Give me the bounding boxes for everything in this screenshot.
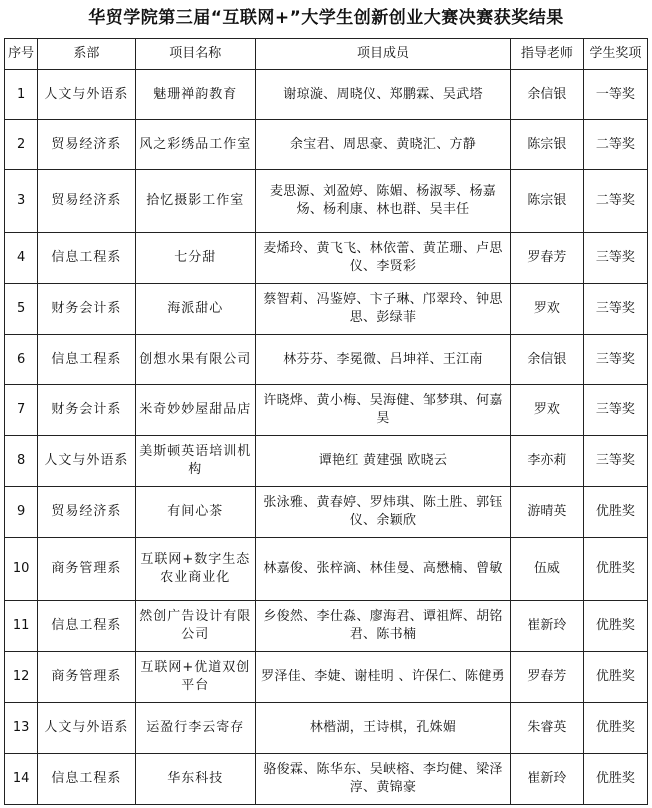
row-project: 米奇妙妙屋甜品店 [135, 385, 255, 436]
row-no: 2 [5, 120, 38, 170]
table-row [5, 385, 648, 436]
header-no: 序号 [5, 39, 38, 70]
row-advisor: 罗欢 [511, 385, 584, 436]
row-dept: 信息工程系 [38, 233, 135, 284]
row-no: 3 [5, 170, 38, 233]
row-dept: 人文与外语系 [38, 436, 135, 487]
row-advisor: 崔新玲 [511, 754, 584, 805]
row-no: 13 [5, 703, 38, 754]
row-dept: 贸易经济系 [38, 487, 135, 538]
row-award: 二等奖 [583, 170, 647, 233]
row-no: 8 [5, 436, 38, 487]
row-members: 林楷湖，王诗棋，孔姝媚 [255, 703, 510, 754]
row-award: 优胜奖 [583, 754, 647, 805]
row-members: 蔡智莉、冯鉴婷、卞子琳、邝翠玲、钟思思、彭绿菲 [255, 284, 510, 335]
row-dept: 信息工程系 [38, 335, 135, 385]
row-advisor: 伍威 [511, 538, 584, 601]
row-members: 张泳雅、黄春婷、罗炜琪、陈土胜、郭钰仪、余颖欣 [255, 487, 510, 538]
row-members: 骆俊霖、陈华东、吴峡榕、李均健、梁泽淳、黄锦豪 [255, 754, 510, 805]
row-award: 优胜奖 [583, 652, 647, 703]
row-members: 谢琼漩、周晓仪、郑鹏霖、吴武塔 [255, 70, 510, 120]
table-row [5, 233, 648, 284]
row-award: 三等奖 [583, 233, 647, 284]
row-members: 林芬芬、李冕微、吕坤祥、王江南 [255, 335, 510, 385]
row-advisor: 陈宗银 [511, 170, 584, 233]
row-dept: 财务会计系 [38, 284, 135, 335]
row-dept: 贸易经济系 [38, 170, 135, 233]
row-project: 互联网+优道双创平台 [135, 652, 255, 703]
row-project: 创想水果有限公司 [135, 335, 255, 385]
row-no: 5 [5, 284, 38, 335]
row-award: 三等奖 [583, 335, 647, 385]
row-no: 1 [5, 70, 38, 120]
row-no: 14 [5, 754, 38, 805]
header-dept: 系部 [38, 39, 135, 70]
row-dept: 贸易经济系 [38, 120, 135, 170]
table-row [5, 436, 648, 487]
table-row [5, 70, 648, 120]
row-award: 一等奖 [583, 70, 647, 120]
row-no: 11 [5, 601, 38, 652]
row-award: 三等奖 [583, 385, 647, 436]
row-no: 9 [5, 487, 38, 538]
table-row [5, 170, 648, 233]
row-advisor: 余信银 [511, 70, 584, 120]
row-no: 10 [5, 538, 38, 601]
row-advisor: 朱睿英 [511, 703, 584, 754]
row-advisor: 李亦莉 [511, 436, 584, 487]
row-advisor: 罗春芳 [511, 233, 584, 284]
row-dept: 人文与外语系 [38, 70, 135, 120]
header-members: 项目成员 [255, 39, 510, 70]
row-project: 七分甜 [135, 233, 255, 284]
table-row [5, 601, 648, 652]
row-no: 12 [5, 652, 38, 703]
row-award: 优胜奖 [583, 487, 647, 538]
row-members: 余宝君、周思豪、黄晓汇、方静 [255, 120, 510, 170]
row-advisor: 游晴英 [511, 487, 584, 538]
header-award: 学生奖项 [583, 39, 647, 70]
row-no: 4 [5, 233, 38, 284]
row-advisor: 崔新玲 [511, 601, 584, 652]
row-project: 海派甜心 [135, 284, 255, 335]
row-dept: 财务会计系 [38, 385, 135, 436]
row-dept: 信息工程系 [38, 754, 135, 805]
row-award: 优胜奖 [583, 601, 647, 652]
table-row [5, 754, 648, 805]
row-members: 谭艳红 黄建强 欧晓云 [255, 436, 510, 487]
row-project: 风之彩绣品工作室 [135, 120, 255, 170]
row-project: 拾忆摄影工作室 [135, 170, 255, 233]
row-award: 优胜奖 [583, 703, 647, 754]
row-project: 然创广告设计有限公司 [135, 601, 255, 652]
row-members: 麦思源、刘盈婷、陈媚、杨淑琴、杨嘉炀、杨利康、林也群、吴丰任 [255, 170, 510, 233]
row-advisor: 罗欢 [511, 284, 584, 335]
row-members: 麦烯玲、黄飞飞、林依蕾、黄芷珊、卢思仪、李贤彩 [255, 233, 510, 284]
table-row [5, 335, 648, 385]
row-members: 乡俊然、李仕淼、廖海君、谭祖辉、胡铭君、陈书楠 [255, 601, 510, 652]
row-project: 魅珊禅韵教育 [135, 70, 255, 120]
row-dept: 商务管理系 [38, 652, 135, 703]
row-project: 运盈行李云寄存 [135, 703, 255, 754]
row-dept: 商务管理系 [38, 538, 135, 601]
row-dept: 人文与外语系 [38, 703, 135, 754]
row-members: 许晓烨、黄小梅、吴海健、邹梦琪、何嘉昊 [255, 385, 510, 436]
row-award: 二等奖 [583, 120, 647, 170]
header-advisor: 指导老师 [511, 39, 584, 70]
row-members: 林嘉俊、张梓滴、林佳曼、高懋楠、曾敏 [255, 538, 510, 601]
table-row [5, 487, 648, 538]
row-award: 三等奖 [583, 284, 647, 335]
table-row [5, 284, 648, 335]
row-no: 7 [5, 385, 38, 436]
row-no: 6 [5, 335, 38, 385]
document-title: 华贸学院第三届“互联网+”大学生创新创业大赛决赛获奖结果 [88, 8, 564, 28]
row-award: 优胜奖 [583, 538, 647, 601]
row-members: 罗泽佳、李婕、谢桂明 、许保仁、陈健勇 [255, 652, 510, 703]
row-project: 有间心茶 [135, 487, 255, 538]
row-project: 华东科技 [135, 754, 255, 805]
table-row [5, 120, 648, 170]
header-row [5, 39, 648, 70]
table-row [5, 538, 648, 601]
header-project: 项目名称 [135, 39, 255, 70]
row-advisor: 罗春芳 [511, 652, 584, 703]
row-award: 三等奖 [583, 436, 647, 487]
table-row [5, 652, 648, 703]
row-project: 互联网+数字生态农业商业化 [135, 538, 255, 601]
row-dept: 信息工程系 [38, 601, 135, 652]
row-advisor: 陈宗银 [511, 120, 584, 170]
results-table [4, 38, 648, 805]
row-project: 美斯顿英语培训机构 [135, 436, 255, 487]
table-row [5, 703, 648, 754]
row-advisor: 余信银 [511, 335, 584, 385]
